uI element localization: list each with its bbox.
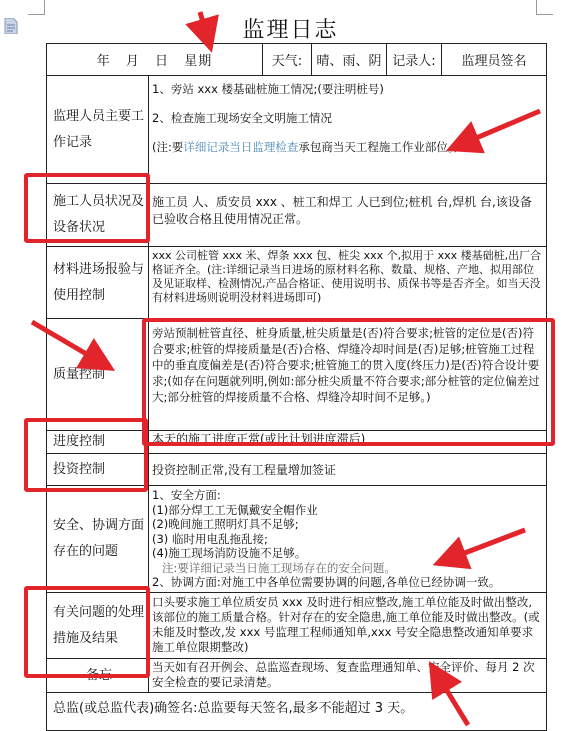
header-row: [47, 44, 547, 76]
safety-line: 1、安全方面:: [152, 488, 221, 502]
safety-line: (1)部分焊工工无佩戴安全帽作业: [152, 502, 318, 517]
memo-content[interactable]: 当天如有召开例会、总监巡查现场、复查监理通知单、安全评价、每月 2 次安全检查的要记录清楚。: [149, 659, 547, 693]
work-record-content[interactable]: [149, 76, 547, 184]
row-progress: [47, 431, 547, 454]
row-label: 进度控制: [47, 431, 149, 454]
row-footer: [47, 693, 547, 731]
row-quality: [47, 319, 547, 431]
row-label: 质量控制: [47, 319, 149, 431]
recorder-label: 记录人:: [387, 44, 442, 76]
safety-note: 注:要详细记录当日施工现场存在的安全问题。: [162, 560, 396, 575]
progress-content[interactable]: 本天的施工进度正常(或比计划进度滞后): [149, 431, 547, 454]
note-part: (注:要: [152, 140, 184, 154]
footer-signature[interactable]: 总监(或总监代表)确签名:总监要每天签名,最多不能超过 3 天。: [47, 693, 547, 731]
safety-line: (2)晚间施工照明灯具不足够;: [152, 517, 299, 531]
row-label: 投资控制: [47, 454, 149, 486]
row-label: 备忘: [47, 659, 149, 693]
weather-label: 天气:: [263, 44, 312, 76]
row-staff-equipment: [47, 184, 547, 247]
row-measures: [47, 593, 547, 659]
row-label: 安全、协调方面存在的问题: [47, 486, 149, 593]
row-label: 施工人员状况及设备状况: [47, 184, 149, 247]
note-part: 承包商当天工程施工作业部位。): [298, 140, 459, 154]
recorder-value[interactable]: 监理员签名: [442, 44, 547, 76]
row-work-record: [47, 76, 547, 184]
row-label: 有关问题的处理措施及结果: [47, 593, 149, 659]
row-memo: [47, 659, 547, 693]
row-safety-coordination: [47, 486, 547, 593]
page-title: 监理日志: [242, 18, 339, 43]
material-content[interactable]: xxx 公司桩管 xxx 米、焊条 xxx 包、桩尖 xxx 个,拟用于 xxx 楼基础桩,出厂合格证齐全。(注:详细记录当日进场的原材料名称、数量、规格、产地、拟用部位及见证取样、检测情况,产品合格证、使用说明书、质保书等是否齐全。如当天没有材料进场则说明没材料进场即可): [149, 247, 547, 319]
safety-line: (3) 临时用电乱拖乱接;: [152, 531, 268, 546]
supervision-log-table: [46, 43, 547, 731]
note-part-highlight: 详细记录当日监理检查: [183, 140, 299, 154]
measures-content[interactable]: 口头要求施工单位质安员 xxx 及时进行相应整改,施工单位能及时做出整改,该部位的施工质量合格。针对存在的安全隐患,施工单位能及时做出整改。(或未能及时整改,发 xxx 号监理工程师通知单,xxx 号安全隐患整改通知单要求施工单位限期整改): [149, 593, 547, 659]
date-field[interactable]: 年 月 日 星期: [47, 44, 263, 76]
weather-value[interactable]: 晴、雨、阴: [312, 44, 387, 76]
row-label: 材料进场报验与使用控制: [47, 247, 149, 319]
row-investment: [47, 454, 547, 486]
row-label: 监理人员主要工作记录: [47, 76, 149, 184]
coordination-line: 2、协调方面:对施工中各单位需要协调的问题,各单位已经协调一致。: [152, 575, 501, 589]
work-line-1: 1、旁站 xxx 楼基础桩施工情况;(要注明桩号): [152, 82, 384, 96]
staff-content[interactable]: 施工员 人、质安员 xxx 、桩工和焊工 人已到位;桩机 台,焊机 台,该设备已验收合格且使用情况正常。: [149, 184, 547, 247]
safety-content[interactable]: [149, 486, 547, 593]
row-material: [47, 247, 547, 319]
editor-top-bar: [0, 0, 581, 43]
safety-line: (4)施工现场消防设施不足够。: [152, 546, 307, 560]
investment-content[interactable]: 投资控制正常,没有工程量增加签证: [149, 454, 547, 486]
work-note: [152, 140, 543, 155]
work-line-2: 2、检查施工现场安全文明施工情况: [152, 111, 332, 125]
quality-content[interactable]: 旁站预制桩管直径、桩身质量,桩尖质量是(否)符合要求;桩管的定位是(否)符合要求;桩管的焊接质量是(否)合格、焊缝冷却时间是(否)足够;桩管施工过程中的垂直度偏差是(否)符合要求;桩管施工的贯入度(终压力)是(否)符合设计要求;(如存在问题就列明,例如:部分桩尖质量不符合要求;部分桩管的定位偏差过大;部分桩管的焊接质量不合格、焊缝冷却时间不足够。): [149, 319, 547, 431]
